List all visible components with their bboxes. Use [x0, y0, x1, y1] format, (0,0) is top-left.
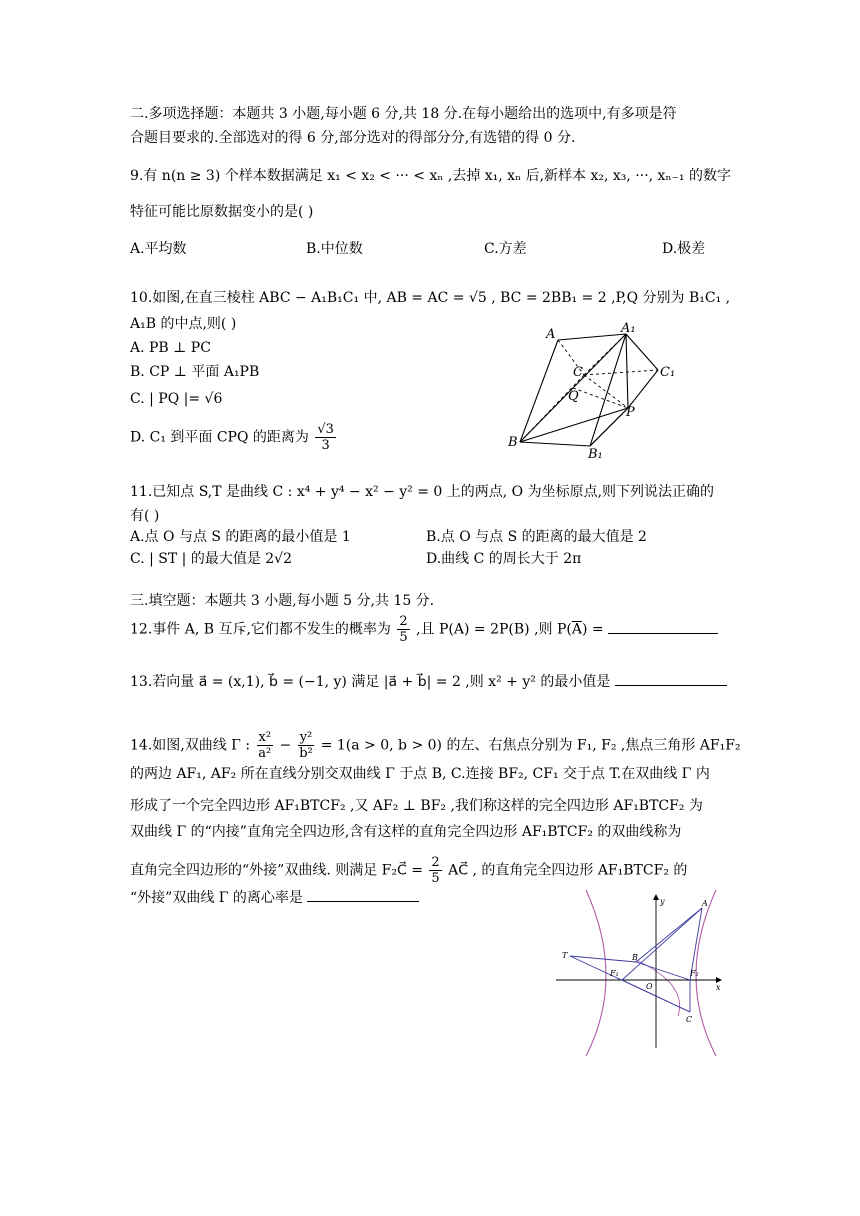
- q14-line4: 双曲线 Γ 的“内接”直角完全四边形,含有这样的直角完全四边形 AF₁BTCF₂ 的双曲线称为: [130, 824, 682, 840]
- fig14-label-t: T: [562, 951, 568, 960]
- q14-hyperbola-figure: [556, 888, 726, 1058]
- fig14-label-b: B: [632, 953, 638, 962]
- q14-line5-pre: 直角完全四边形的“外接”双曲线. 则满足 F₂C⃗ =: [130, 862, 423, 879]
- q9-option-a: A.平均数: [130, 241, 187, 257]
- q9-line2: 特征可能比原数据变小的是( ): [130, 204, 314, 220]
- q10-option-d: [130, 422, 338, 453]
- q14-line2: 的两边 AF₁, AF₂ 所在直线分别交双曲线 Γ 于点 B, C.连接 BF₂, CF₁ 交于点 T.在双曲线 Γ 内: [130, 766, 710, 782]
- section2-line1: 二.多项选择题：本题共 3 小题,每小题 6 分,共 18 分.在每小题给出的选项中,有多项是符: [130, 106, 677, 122]
- fig10-label-c: C: [573, 365, 583, 380]
- q14-line6: [130, 888, 419, 908]
- q11-line1: 11.已知点 S,T 是曲线 C : x⁴ + y⁴ − x² − y² = 0 上的两点, O 为坐标原点,则下列说法正确的: [130, 484, 715, 500]
- q14-minus: −: [279, 737, 292, 754]
- q11-option-a: A.点 O 与点 S 的距离的最小值是 1: [130, 529, 351, 545]
- section3-line1: 三.填空题：本题共 3 小题,每小题 5 分,共 15 分.: [130, 593, 435, 609]
- q14-fraction-x: [257, 730, 274, 761]
- q12-numerator: 2: [399, 614, 408, 629]
- q12-denominator: 5: [399, 630, 408, 645]
- q14-fy-den: b²: [299, 746, 313, 761]
- q14-fraction-y: [298, 730, 315, 761]
- q10-line2: A₁B 的中点,则( ): [130, 316, 237, 332]
- q10-option-a: A. PB ⊥ PC: [130, 340, 211, 356]
- q14-answer-blank: [307, 901, 419, 902]
- q14-line1: [130, 730, 741, 761]
- fig14-label-x: x: [716, 983, 721, 992]
- q13-line: [130, 672, 727, 692]
- q10-option-d-text: D. C₁ 到平面 CPQ 的距离为: [130, 429, 309, 446]
- q12-text-pre: 12.事件 A, B 互斥,它们都不发生的概率为: [130, 621, 391, 638]
- q14-line5: [130, 855, 687, 886]
- fig10-label-a: A: [546, 327, 556, 342]
- fig10-label-q: Q: [568, 389, 579, 404]
- fig14-label-c: C: [686, 1015, 693, 1024]
- fig14-label-o: O: [646, 982, 653, 991]
- q10-d-denominator: 3: [321, 438, 330, 453]
- q10-prism-figure: [500, 318, 700, 460]
- q13-text: 13.若向量 a⃗ = (x,1), b⃗ = (−1, y) 满足 |a⃗ + b⃗| = 2 ,则 x² + y² 的最小值是: [130, 674, 611, 690]
- q12-fraction: [397, 614, 409, 645]
- q10-option-d-fraction: [315, 422, 336, 453]
- fig14-label-f2: F₂: [690, 969, 699, 978]
- q14-l5-den: 5: [431, 871, 440, 886]
- fig10-label-c1: C₁: [660, 365, 676, 380]
- q13-answer-blank: [615, 685, 727, 686]
- q9-option-b: B.中位数: [306, 241, 363, 257]
- q9-option-d: D.极差: [662, 241, 706, 257]
- q11-option-c: C. | ST | 的最大值是 2√2: [130, 551, 293, 567]
- fig10-label-p: P: [626, 405, 635, 420]
- q14-fx-den: a²: [258, 746, 272, 761]
- q10-option-c: C. | PQ |= √6: [130, 391, 223, 407]
- q11-option-b: B.点 O 与点 S 的距离的最大值是 2: [426, 529, 647, 545]
- q10-option-b: B. CP ⊥ 平面 A₁PB: [130, 364, 260, 380]
- fig14-label-f1: F₁: [610, 969, 619, 978]
- q14-line5-post: AC⃗ , 的直角完全四边形 AF₁BTCF₂ 的: [448, 862, 688, 879]
- q10-line1: 10.如图,在直三棱柱 ABC − A₁B₁C₁ 中, AB = AC = √5 , BC = 2BB₁ = 2 ,P,Q 分别为 B₁C₁ ,: [130, 290, 731, 306]
- q14-text-pre: 14.如图,双曲线 Γ :: [130, 737, 251, 754]
- q14-line5-fraction: [429, 855, 441, 886]
- q11-option-d: D.曲线 C 的周长大于 2π: [426, 551, 582, 567]
- q14-fy-num: y²: [299, 730, 313, 745]
- fig14-label-y: y: [660, 897, 665, 906]
- q11-line2: 有( ): [130, 508, 160, 524]
- q10-d-numerator: √3: [317, 422, 334, 437]
- q12-text-post-a: ,且 P(A) = 2P(B) ,则 P(: [416, 621, 572, 638]
- fig10-label-a1: A₁: [621, 321, 636, 336]
- section2-line2: 合题目要求的.全部选对的得 6 分,部分选对的得部分分,有选错的得 0 分.: [130, 130, 576, 146]
- q14-line3: 形成了一个完全四边形 AF₁BTCF₂ ,又 AF₂ ⊥ BF₂ ,我们称这样的完全四边形 AF₁BTCF₂ 为: [130, 798, 703, 814]
- q9-line1: 9.有 n(n ≥ 3) 个样本数据满足 x₁ < x₂ < ··· < xₙ ,去掉 x₁, xₙ 后,新样本 x₂, x₃, ···, xₙ₋₁ 的数字: [130, 168, 731, 184]
- fig14-label-a: A: [702, 899, 708, 908]
- q12-answer-blank: [608, 633, 718, 634]
- fig10-label-b: B: [508, 435, 518, 450]
- q14-line6-text: “外接”双曲线 Γ 的离心率是: [130, 890, 303, 906]
- fig10-label-b1: B₁: [588, 447, 603, 460]
- q14-fx-num: x²: [258, 730, 272, 745]
- q14-text-post: = 1(a > 0, b > 0) 的左、右焦点分别为 F₁, F₂ ,焦点三角形 AF₁F₂: [320, 737, 741, 754]
- q12-text-post-b: ) =: [582, 621, 604, 638]
- q12-line: [130, 614, 718, 645]
- q14-l5-num: 2: [431, 855, 440, 870]
- q9-option-c: C.方差: [484, 241, 527, 257]
- q12-a-bar: $\overline{A}$: [571, 621, 582, 638]
